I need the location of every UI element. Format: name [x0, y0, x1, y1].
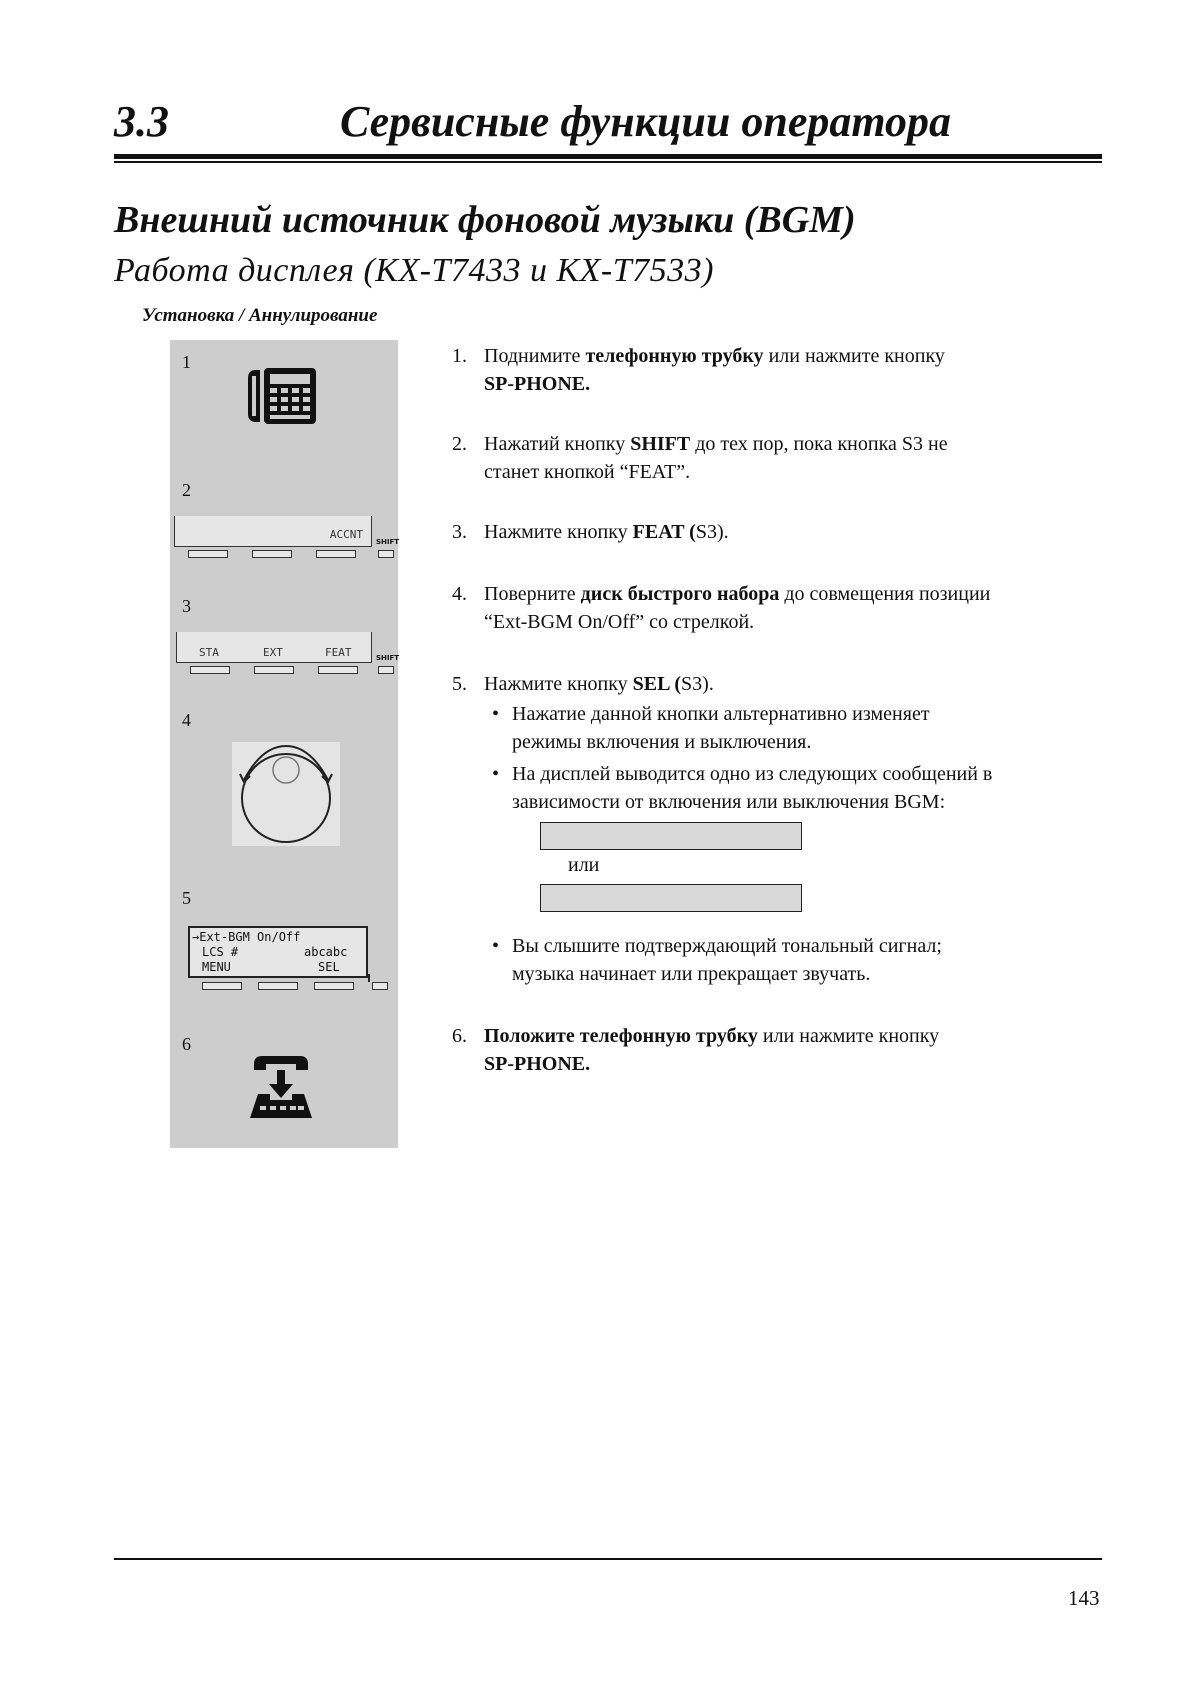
display-panel-bgm: [188, 926, 398, 990]
text: Поднимите: [484, 345, 586, 367]
text: или нажмите кнопку: [763, 345, 945, 367]
text: до тех пор, пока кнопка S3 не: [690, 433, 948, 455]
softkey-s1[interactable]: [202, 982, 242, 990]
softkey-s2[interactable]: [254, 666, 294, 674]
shift-key[interactable]: [372, 982, 388, 990]
shift-key[interactable]: [378, 666, 394, 674]
step-number: 4.: [452, 583, 467, 605]
bold-text: Положите телефонную трубку: [484, 1025, 758, 1047]
softkey-label-sta: STA: [199, 646, 219, 659]
section-title: Сервисные функции оператора: [340, 97, 951, 146]
step-label-4: 4: [182, 710, 191, 730]
section-number: 3.3: [114, 97, 169, 146]
lcd-line-1: →Ext-BGM On/Off: [192, 930, 301, 944]
display-panel-feat: [176, 632, 400, 676]
bold-text: телефонную трубку: [585, 345, 764, 367]
step-label-2: 2: [182, 480, 191, 500]
lcd-edge: [368, 974, 370, 982]
instruction-step-2: [452, 430, 1092, 486]
instruction-step-5: [452, 670, 1092, 698]
text: S3).: [695, 521, 729, 543]
step-number: 6.: [452, 1025, 467, 1047]
footer-rule: [114, 1558, 1102, 1560]
or-label: или: [568, 854, 600, 876]
instruction-step-3: [452, 518, 1092, 546]
instruction-step-1: [452, 342, 1092, 398]
header-rule-thin: [114, 161, 1102, 163]
text: Нажатий кнопку: [484, 433, 631, 455]
lcd-screen: [176, 632, 372, 663]
step-number: 5.: [452, 673, 467, 695]
shift-key[interactable]: [378, 550, 394, 558]
lcd-screen: [174, 516, 372, 547]
text: “Ext-BGM On/Off” со стрелкой.: [484, 611, 755, 633]
bold-text: SHIFT: [630, 433, 691, 455]
step-label-6: 6: [182, 1034, 191, 1054]
display-message-box-on: [540, 822, 802, 850]
step-number: 2.: [452, 433, 467, 455]
softkey-label-ext: EXT: [263, 646, 283, 659]
bullet-dot: •: [492, 935, 500, 957]
softkey-s1[interactable]: [190, 666, 230, 674]
softkey-s3[interactable]: [314, 982, 354, 990]
text: Нажатие данной кнопки альтернативно изменяет: [512, 703, 930, 725]
text: или нажмите кнопку: [757, 1025, 940, 1047]
shift-key-label: SHIFT: [376, 654, 400, 662]
bullet-item: [492, 932, 1092, 988]
lcd-line-2-left: LCS #: [202, 945, 239, 959]
text: до совмещения позиции: [779, 583, 991, 605]
instruction-step-4: [452, 580, 1092, 636]
bullet-dot: •: [492, 703, 500, 725]
step-label-3: 3: [182, 596, 191, 616]
text: Нажмите кнопку: [484, 673, 633, 695]
page-heading: Внешний источник фоновой музыки (BGM): [114, 199, 856, 241]
subsection-title: Установка / Аннулирование: [142, 305, 378, 326]
lcd-line-2-right: abcabc: [304, 945, 348, 959]
bold-text: SEL (: [632, 673, 682, 695]
softkey-s3[interactable]: [318, 666, 358, 674]
softkey-label-accnt: ACCNT: [329, 528, 363, 541]
bullet-item: [492, 700, 1092, 756]
text: Поверните: [484, 583, 581, 605]
step-label-1: 1: [182, 352, 191, 372]
bullet-dot: •: [492, 763, 500, 785]
hang-up-icon: [248, 1054, 314, 1125]
display-panel-accnt: [174, 516, 400, 560]
instruction-step-6: [452, 1022, 1092, 1078]
display-message-box-off: [540, 884, 802, 912]
lcd-screen: [188, 926, 368, 978]
step-number: 1.: [452, 345, 467, 367]
bold-text: FEAT (: [632, 521, 696, 543]
text: Вы слышите подтверждающий тональный сигнал;: [512, 935, 942, 957]
softkey-s3[interactable]: [316, 550, 356, 558]
bold-text: SP-PHONE.: [484, 1053, 591, 1075]
text: режимы включения и выключения.: [512, 731, 812, 753]
shift-key-label: SHIFT: [376, 538, 400, 546]
page-subheading: Работа дисплея (KX-T7433 и KX-T7533): [114, 252, 714, 289]
text: музыка начинает или прекращает звучать.: [512, 963, 871, 985]
telephone-icon: [246, 364, 320, 433]
jog-dial-icon: [232, 742, 340, 846]
header-rule: [114, 154, 1102, 159]
bold-text: SP-PHONE.: [484, 373, 591, 395]
text: S3).: [681, 673, 714, 695]
softkey-label-feat: FEAT: [325, 646, 352, 659]
bullet-item: [492, 760, 1092, 816]
steps-illustration-column: [170, 340, 398, 1148]
softkey-s1[interactable]: [188, 550, 228, 558]
lcd-line-3-left: MENU: [202, 960, 231, 974]
text: станет кнопкой “FEAT”.: [484, 461, 691, 483]
bold-text: диск быстрого набора: [580, 583, 780, 605]
text: Нажмите кнопку: [484, 521, 633, 543]
text: зависимости от включения или выключения BGM:: [512, 791, 946, 813]
softkey-s2[interactable]: [252, 550, 292, 558]
step-label-5: 5: [182, 888, 191, 908]
page-number: 143: [1068, 1586, 1100, 1610]
step-number: 3.: [452, 521, 467, 543]
text: На дисплей выводится одно из следующих сообщений в: [512, 763, 993, 785]
lcd-line-3-right: SEL: [318, 960, 340, 974]
softkey-s2[interactable]: [258, 982, 298, 990]
